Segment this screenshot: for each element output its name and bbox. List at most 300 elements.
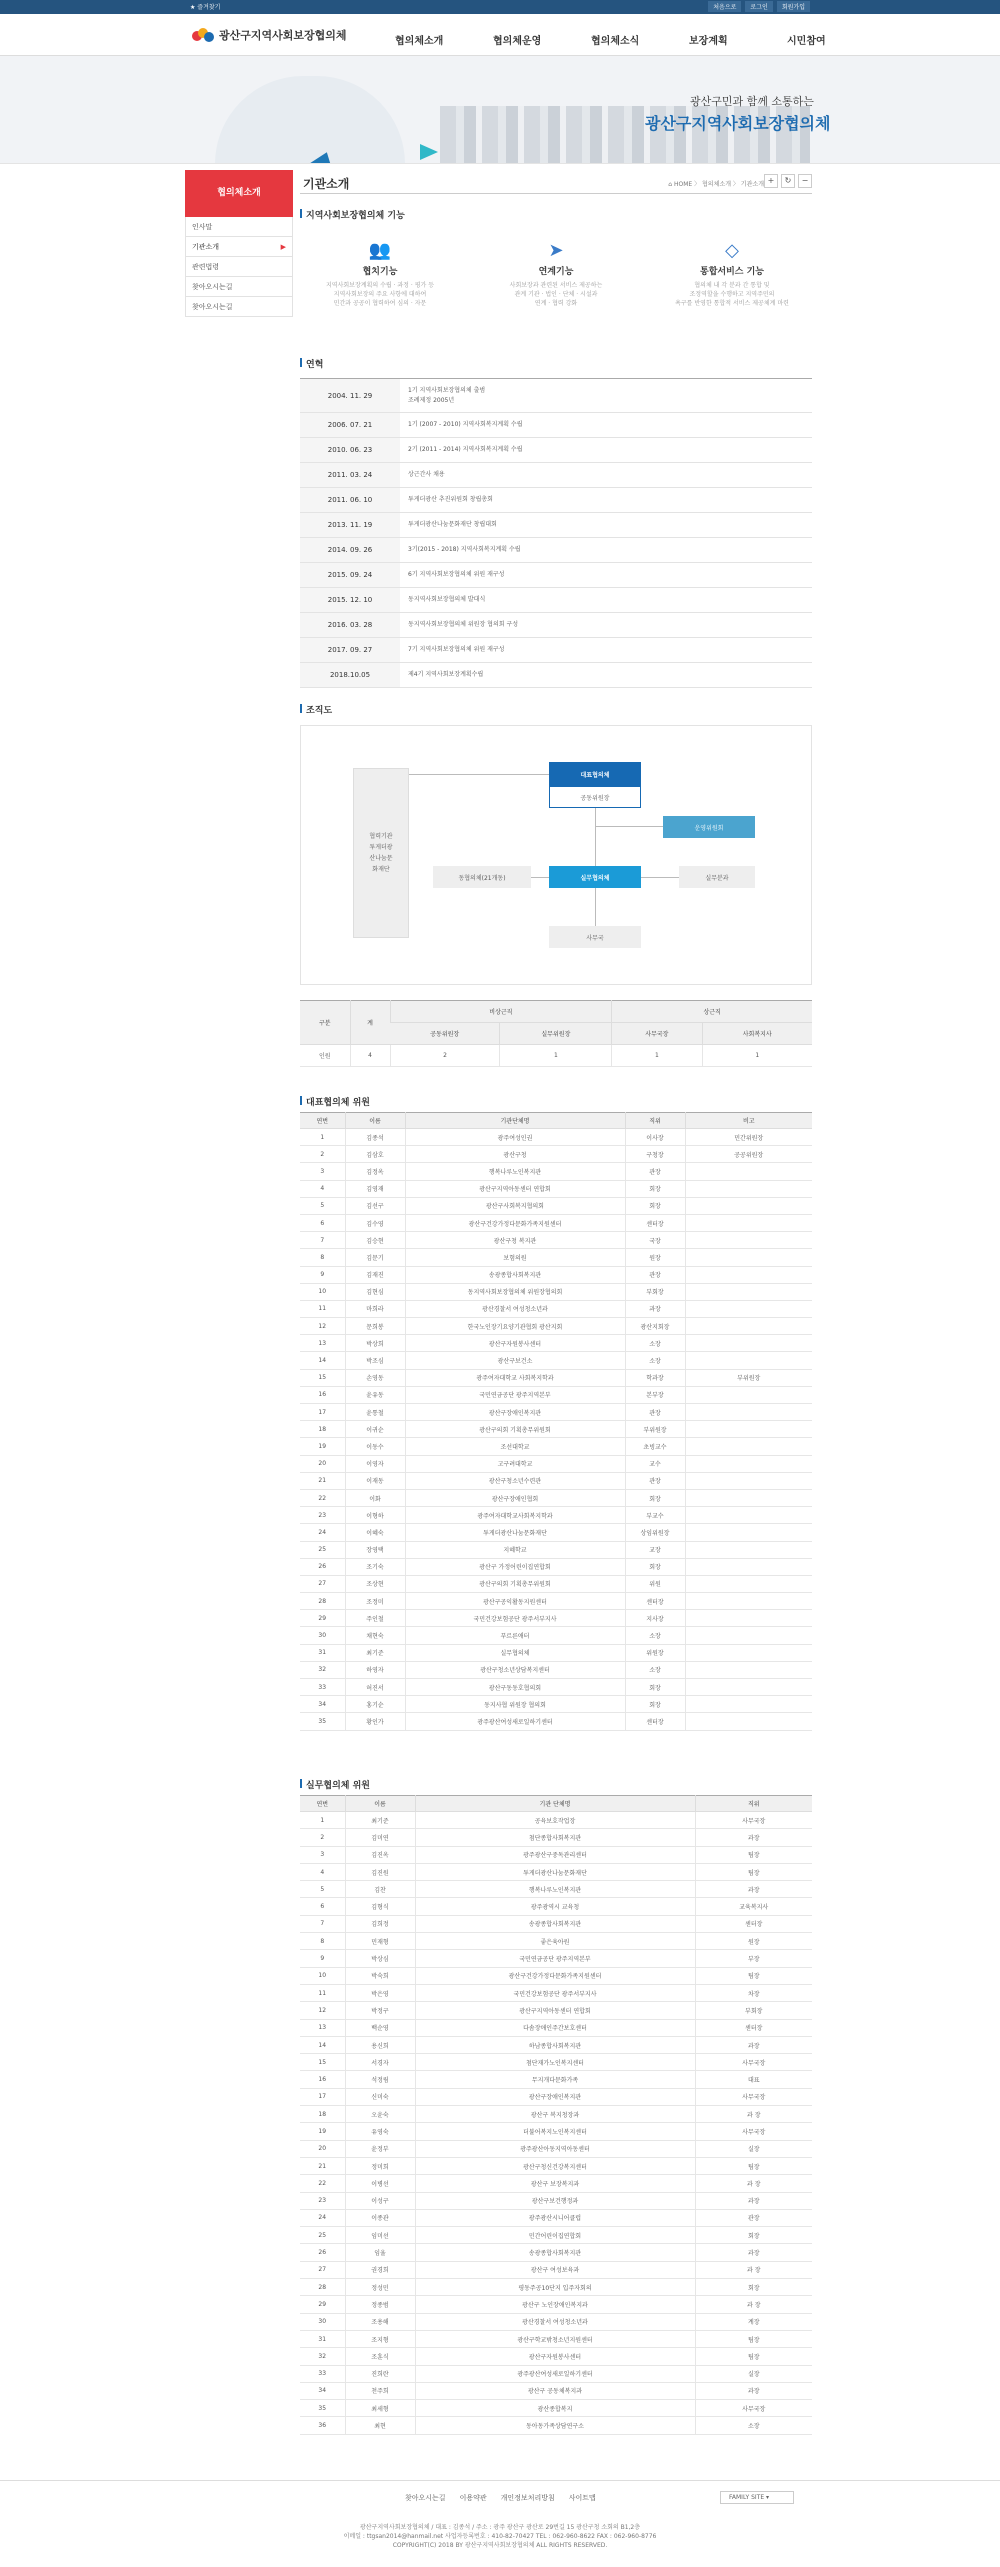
table-cell: 2 <box>300 1146 345 1163</box>
table-cell: 광산구장애인복지관 <box>415 2088 695 2105</box>
signup-link[interactable]: 회원가입 <box>777 1 810 12</box>
table-cell: 박숙희 <box>345 1967 415 1984</box>
table-row <box>300 1045 812 1067</box>
table-row <box>300 2071 812 2088</box>
table-cell: 광산구청소년상담복지센터 <box>405 1661 625 1678</box>
table-cell: 18 <box>300 1421 345 1438</box>
table-cell: 16 <box>300 1386 345 1403</box>
table-cell: 28 <box>300 2279 345 2296</box>
table-cell: 광산구공익활동지원센터 <box>405 1593 625 1610</box>
table-cell: 20 <box>300 2140 345 2157</box>
table-cell: 국민건강보험공단 광주서부지사 <box>415 1984 695 2001</box>
table-cell <box>685 1386 812 1403</box>
table-row <box>300 2244 812 2261</box>
table-cell: 학과장 <box>625 1369 685 1386</box>
table-header: 기관단체명 <box>405 1113 625 1129</box>
table-cell: 소장 <box>625 1627 685 1644</box>
table-cell: 이성구 <box>345 2192 415 2209</box>
sidebar-item-directions[interactable] <box>185 297 293 317</box>
table-cell: 사무국장 <box>695 2054 812 2071</box>
table-cell: 팀장 <box>695 1863 812 1880</box>
table-cell: 조기숙 <box>345 1558 405 1575</box>
table-cell: 4 <box>300 1180 345 1197</box>
table-cell: 원장 <box>695 1933 812 1950</box>
history-row <box>300 663 812 688</box>
table-cell: 25 <box>300 1541 345 1558</box>
top-utility-bar <box>0 0 1000 14</box>
table-cell: 5 <box>300 1881 345 1898</box>
table-cell: 과 장 <box>695 2296 812 2313</box>
family-site-select[interactable] <box>720 2491 794 2504</box>
table-cell: 과장 <box>695 2036 812 2053</box>
table-row <box>300 2019 812 2036</box>
history-event: 3기(2015 - 2018) 지역사회복지계획 수립 <box>408 546 521 553</box>
table-cell: 조상현 <box>345 1575 405 1592</box>
group-icon: 👥 <box>368 240 392 261</box>
table-cell: 김정옥 <box>345 1163 405 1180</box>
table-cell: 광산구보건행정과 <box>415 2192 695 2209</box>
table-cell: 광산구청 <box>405 1146 625 1163</box>
table-cell <box>685 1644 812 1661</box>
table-cell: 지사장 <box>625 1610 685 1627</box>
table-row <box>300 2365 812 2382</box>
history-event: 상근간사 채용 <box>408 471 445 478</box>
table-row <box>300 1829 812 1846</box>
history-row <box>300 588 812 613</box>
footer-link-directions[interactable]: 찾아오시는길 <box>405 2494 446 2502</box>
sidebar-item-greeting[interactable] <box>185 217 293 237</box>
table-cell: 광산구 복지청장과 <box>415 2106 695 2123</box>
table-cell: 민간위원장 <box>685 1129 812 1146</box>
table-cell <box>685 1696 812 1713</box>
table-cell: 32 <box>300 2348 345 2365</box>
function-desc-line: 연계 · 협력 강화 <box>534 300 578 307</box>
table-cell: 과장 <box>695 2244 812 2261</box>
history-row <box>300 613 812 638</box>
table-cell: 팀장 <box>695 2348 812 2365</box>
table-cell: 관장 <box>695 2209 812 2226</box>
history-row <box>300 513 812 538</box>
section-title-committee: 대표협의체 위원 <box>300 1095 370 1108</box>
table-row <box>300 2088 812 2105</box>
table-cell: 13 <box>300 2019 345 2036</box>
table-cell: 34 <box>300 1696 345 1713</box>
table-row <box>300 1898 812 1915</box>
footer-address-line: COPYRIGHT(C) 2018 BY 광산구지역사회보장협의체 ALL RIGHTS RESERVED. <box>392 2542 608 2549</box>
table-cell <box>685 1421 812 1438</box>
history-event: 투게더광산나눔문화재단 창립대회 <box>408 521 497 528</box>
table-cell: 3 <box>300 1846 345 1863</box>
table-cell: 이동수 <box>345 1438 405 1455</box>
org-line <box>409 774 549 775</box>
table-cell: 25 <box>300 2227 345 2244</box>
history-date: 2011. 06. 10 <box>300 488 400 512</box>
table-cell <box>685 1249 812 1266</box>
history-events <box>400 538 812 562</box>
table-cell: 박정구 <box>345 2002 415 2019</box>
table-row <box>300 2157 812 2174</box>
footer-link-terms[interactable]: 이용약관 <box>459 2494 487 2502</box>
table-cell: 관장 <box>625 1266 685 1283</box>
table-cell: 광산구청신건강복지센터 <box>415 2157 695 2174</box>
table-cell: 22 <box>300 2175 345 2192</box>
function-title: 통합서비스 기능 <box>700 267 764 277</box>
table-row <box>300 1627 812 1644</box>
table-cell: 이병선 <box>345 2175 415 2192</box>
table-cell: 채현숙 <box>345 1627 405 1644</box>
table-cell: 첨단종합사회복지관 <box>415 1829 695 1846</box>
table-cell: 정미희 <box>345 2157 415 2174</box>
history-events <box>400 638 812 662</box>
table-cell: 위원장 <box>625 1644 685 1661</box>
function-desc-line: 욕구를 반영한 통합적 서비스 제공체계 마련 <box>675 300 789 307</box>
table-cell: 24 <box>300 1524 345 1541</box>
table-row <box>300 1950 812 1967</box>
table-cell: 동아동가족상담연구소 <box>415 2417 695 2434</box>
table-cell: 광주여자대학교 사회복지학과 <box>405 1369 625 1386</box>
table-row <box>300 2417 812 2434</box>
table-header: 사회복지사 <box>702 1023 812 1045</box>
page-header <box>300 170 812 194</box>
table-cell: 광산구자원봉사센터 <box>405 1335 625 1352</box>
history-events <box>400 438 812 462</box>
table-cell: 고구려대학교 <box>405 1455 625 1472</box>
table-row <box>300 1558 812 1575</box>
table-header: 이름 <box>345 1113 405 1129</box>
table-cell: 회장 <box>625 1180 685 1197</box>
table-cell: 35 <box>300 1713 345 1730</box>
table-row <box>300 1593 812 1610</box>
table-cell <box>685 1214 812 1231</box>
table-cell: 김문기 <box>345 1249 405 1266</box>
table-row <box>300 1421 812 1438</box>
table-row <box>300 1863 812 1880</box>
history-events <box>400 513 812 537</box>
table-cell: 정종범 <box>345 2296 415 2313</box>
table-cell <box>685 1524 812 1541</box>
table-row <box>300 2002 812 2019</box>
function-title: 연계기능 <box>538 267 574 277</box>
table-cell: 광산구장애인복지관 <box>405 1404 625 1421</box>
table-cell <box>685 1593 812 1610</box>
rep-council-box: 대표협의체 <box>549 762 641 786</box>
table-cell: 31 <box>300 1644 345 1661</box>
org-line <box>595 826 663 827</box>
table-cell: 4 <box>350 1045 390 1067</box>
table-cell: 용신희 <box>345 2036 415 2053</box>
table-cell: 더불어복지노인복지센터 <box>415 2123 695 2140</box>
zoom-out-button[interactable]: − <box>798 174 812 188</box>
table-cell: 26 <box>300 2244 345 2261</box>
table-row <box>300 1146 812 1163</box>
table-cell <box>685 1575 812 1592</box>
table-cell <box>685 1300 812 1317</box>
nav-participation[interactable]: 시민참여 <box>787 36 826 47</box>
table-cell: 김현심 <box>345 1283 405 1300</box>
table-cell: 김수영 <box>345 1214 405 1231</box>
chevron-down-icon: ▾ <box>766 2494 770 2501</box>
table-cell: 8 <box>300 1249 345 1266</box>
history-date: 2016. 03. 28 <box>300 613 400 637</box>
table-cell: 광산구건강가정다문화가족지원센터 <box>415 1967 695 1984</box>
table-cell: 11 <box>300 1300 345 1317</box>
table-cell <box>685 1197 812 1214</box>
favorite-link[interactable]: ★ 즐겨찾기 <box>190 4 221 11</box>
table-cell: 10 <box>300 1967 345 1984</box>
table-cell: 유영숙 <box>345 2123 415 2140</box>
sidebar-item-location[interactable] <box>185 277 293 297</box>
nav-operation[interactable]: 협의체운영 <box>493 36 542 47</box>
table-cell: 29 <box>300 2296 345 2313</box>
table-cell: 송광종합사회복지관 <box>415 1915 695 1932</box>
table-cell: 센터장 <box>695 2019 812 2036</box>
table-cell: 소장 <box>625 1352 685 1369</box>
table-cell: 윤정부 <box>345 2140 415 2157</box>
table-cell: 21 <box>300 2157 345 2174</box>
nav-about[interactable]: 협의체소개 <box>395 36 444 47</box>
table-cell <box>685 1404 812 1421</box>
table-cell: 팀장 <box>695 1967 812 1984</box>
table-cell: 12 <box>300 2002 345 2019</box>
diamond-icon: ◇ <box>725 240 739 261</box>
table-cell: 관장 <box>625 1404 685 1421</box>
table-cell: 사무국장 <box>695 2400 812 2417</box>
table-cell: 김찬 <box>345 1881 415 1898</box>
table-cell: 5 <box>300 1197 345 1214</box>
table-cell: 김승현 <box>345 1232 405 1249</box>
table-cell: 김형식 <box>345 1898 415 1915</box>
refresh-button[interactable]: ↻ <box>781 174 795 188</box>
table-cell: 36 <box>300 2417 345 2434</box>
table-cell: 3 <box>300 1163 345 1180</box>
table-cell: 28 <box>300 1593 345 1610</box>
main-content <box>300 170 812 2431</box>
table-cell: 최현 <box>345 2417 415 2434</box>
table-cell: 회장 <box>695 2279 812 2296</box>
history-date: 2004. 11. 29 <box>300 379 400 412</box>
table-cell: 회장 <box>625 1679 685 1696</box>
table-cell: 과 장 <box>695 2261 812 2278</box>
history-row <box>300 638 812 663</box>
table-row <box>300 2261 812 2278</box>
table-header: 비고 <box>685 1113 812 1129</box>
site-logo[interactable] <box>192 27 347 43</box>
table-cell: 11 <box>300 1984 345 2001</box>
table-cell: 15 <box>300 1369 345 1386</box>
logo-mark-icon <box>192 28 214 43</box>
table-header: 비상근직 <box>390 1001 612 1023</box>
table-cell: 김진옥 <box>345 1846 415 1863</box>
table-row <box>300 2227 812 2244</box>
history-event: 투게더광산 추진위원회 창립총회 <box>408 496 493 503</box>
table-cell: 광산경찰서 여성청소년과 <box>405 1300 625 1317</box>
table-cell: 조훈식 <box>345 2348 415 2365</box>
table-cell: 소장 <box>625 1335 685 1352</box>
working-table <box>300 1795 812 2435</box>
table-header: 연번 <box>300 1796 345 1812</box>
table-cell: 행복나루노인복지관 <box>405 1163 625 1180</box>
table-row <box>300 1541 812 1558</box>
login-link[interactable]: 로그인 <box>745 1 772 12</box>
home-link[interactable]: 처음으로 <box>708 1 741 12</box>
table-row <box>300 2279 812 2296</box>
table-cell: 35 <box>300 2400 345 2417</box>
table-row <box>300 1881 812 1898</box>
banner-subtitle: 광산구민과 함께 소통하는 <box>690 95 814 108</box>
sidebar-item-law[interactable] <box>185 257 293 277</box>
table-cell: 사무국장 <box>695 2123 812 2140</box>
table-row <box>300 2330 812 2347</box>
table-cell: 과장 <box>625 1300 685 1317</box>
table-cell: 33 <box>300 1679 345 1696</box>
table-cell: 광산구지역아동센터 연합회 <box>405 1180 625 1197</box>
sidebar-item-intro[interactable] <box>185 237 293 257</box>
table-row <box>300 1696 812 1713</box>
table-cell: 차장 <box>695 1984 812 2001</box>
table-cell: 민간어린이집연합회 <box>415 2227 695 2244</box>
zoom-in-button[interactable]: + <box>764 174 778 188</box>
table-cell: 광산구사회복지협의회 <box>405 1197 625 1214</box>
history-date: 2015. 12. 10 <box>300 588 400 612</box>
banner-title: 광산구지역사회보장협의체 <box>645 114 831 133</box>
footer-link-sitemap[interactable]: 사이트맵 <box>568 2494 596 2502</box>
history-event: 동지역사회보장협의체 위원장 협의회 구성 <box>408 621 519 628</box>
table-row <box>300 1232 812 1249</box>
table-cell: 관장 <box>625 1163 685 1180</box>
function-card <box>320 240 440 308</box>
table-cell: 김진원 <box>345 1863 415 1880</box>
table-row <box>300 1180 812 1197</box>
history-row <box>300 463 812 488</box>
table-cell: 원장 <box>625 1249 685 1266</box>
table-cell: 지혜학교 <box>405 1541 625 1558</box>
table-header: 이름 <box>345 1796 415 1812</box>
footer-links <box>405 2493 596 2503</box>
table-row <box>300 1661 812 1678</box>
table-cell: 광주여성인권 <box>405 1129 625 1146</box>
function-title: 협치기능 <box>362 267 398 277</box>
history-date: 2015. 09. 24 <box>300 563 400 587</box>
table-cell <box>685 1507 812 1524</box>
table-cell: 센터장 <box>625 1214 685 1231</box>
table-cell: 서경자 <box>345 2054 415 2071</box>
table-header: 사무국장 <box>612 1023 702 1045</box>
office-box: 사무국 <box>549 926 641 948</box>
table-cell: 과 장 <box>695 2106 812 2123</box>
table-cell <box>685 1352 812 1369</box>
site-header <box>0 14 1000 56</box>
table-cell: 30 <box>300 1627 345 1644</box>
table-cell: 7 <box>300 1232 345 1249</box>
table-cell: 회장 <box>695 2227 812 2244</box>
history-events <box>400 463 812 487</box>
org-chart <box>300 725 812 985</box>
table-cell: 24 <box>300 2209 345 2226</box>
table-cell: 20 <box>300 1455 345 1472</box>
table-cell: 투게더광산나눔문화재단 <box>415 1863 695 1880</box>
table-cell: 17 <box>300 2088 345 2105</box>
table-cell <box>685 1713 812 1730</box>
table-row <box>300 1644 812 1661</box>
history-event: 7기 지역사회보장협의체 위원 재구성 <box>408 646 505 653</box>
table-cell: 첨단재가노인복지센터 <box>415 2054 695 2071</box>
table-cell: 보험의원 <box>405 1249 625 1266</box>
function-card <box>672 240 792 308</box>
section-title-org: 조직도 <box>300 703 332 716</box>
history-date: 2006. 07. 21 <box>300 413 400 437</box>
history-events <box>400 563 812 587</box>
section-title-history: 연혁 <box>300 357 323 370</box>
table-cell: 27 <box>300 1575 345 1592</box>
org-line <box>595 808 596 866</box>
table-cell: 14 <box>300 2036 345 2053</box>
table-cell: 회장 <box>625 1696 685 1713</box>
sidebar-item-label: 기관소개 <box>192 243 220 251</box>
table-row <box>300 2123 812 2140</box>
table-cell: 실장 <box>695 2140 812 2157</box>
table-row <box>300 1967 812 1984</box>
table-row <box>300 1524 812 1541</box>
table-cell: 석정림 <box>345 2071 415 2088</box>
sidebar-title: 협의체소개 <box>185 170 293 217</box>
table-cell: 장영택 <box>345 1541 405 1558</box>
footer-link-privacy[interactable]: 개인정보처리방침 <box>500 2494 555 2502</box>
table-cell: 센터장 <box>695 1915 812 1932</box>
nav-news[interactable]: 협의체소식 <box>591 36 640 47</box>
history-row <box>300 488 812 513</box>
table-cell: 공육보호작업장 <box>415 1812 695 1829</box>
table-cell: 김재진 <box>345 1266 405 1283</box>
table-cell: 대표 <box>695 2071 812 2088</box>
table-header: 상근직 <box>612 1001 812 1023</box>
table-cell: 4 <box>300 1863 345 1880</box>
table-cell: 김선구 <box>345 1197 405 1214</box>
table-cell: 초빙교수 <box>625 1438 685 1455</box>
nav-plan[interactable]: 보장계획 <box>689 36 728 47</box>
table-cell: 부교수 <box>625 1507 685 1524</box>
table-cell: 33 <box>300 2365 345 2382</box>
table-cell: 부위원장 <box>685 1369 812 1386</box>
table-cell: 광주광역시 교육청 <box>415 1898 695 1915</box>
sidebar-nav <box>185 170 293 317</box>
table-row <box>300 2106 812 2123</box>
table-cell: 조용해 <box>345 2313 415 2330</box>
table-cell: 17 <box>300 1404 345 1421</box>
table-cell: 광산구장애인협회 <box>405 1489 625 1506</box>
table-cell: 관장 <box>625 1472 685 1489</box>
table-cell <box>685 1541 812 1558</box>
working-council-box: 실무협의체 <box>549 866 641 888</box>
table-cell: 과장 <box>695 1881 812 1898</box>
footer-address-line: 이메일 : ttgsan2014@hanmail.net 사업자등록번호 : 410-82-70427 TEL : 062-960-8622 FAX : 062-960-8776 <box>343 2533 657 2540</box>
table-cell: 박은영 <box>345 1984 415 2001</box>
table-cell: 소장 <box>625 1661 685 1678</box>
table-cell: 27 <box>300 2261 345 2278</box>
site-footer <box>0 2480 1000 2567</box>
history-date: 2017. 09. 27 <box>300 638 400 662</box>
logo-text: 광산구지역사회보장협의체 <box>219 29 347 42</box>
sub-committee-box: 실무분과 <box>679 866 755 888</box>
chevron-right-icon: ▶ <box>280 243 286 251</box>
table-cell: 34 <box>300 2382 345 2399</box>
table-cell: 과 장 <box>695 2175 812 2192</box>
breadcrumb: ⌂ HOME 〉 협의체소개 〉 기관소개 <box>668 181 764 188</box>
table-cell: 동지역사회보장협의체 위원장협의회 <box>405 1283 625 1300</box>
table-cell: 1 <box>300 1129 345 1146</box>
paper-plane-icon: ➤ <box>548 240 564 261</box>
table-row <box>300 1984 812 2001</box>
table-cell: 최세형 <box>345 2400 415 2417</box>
